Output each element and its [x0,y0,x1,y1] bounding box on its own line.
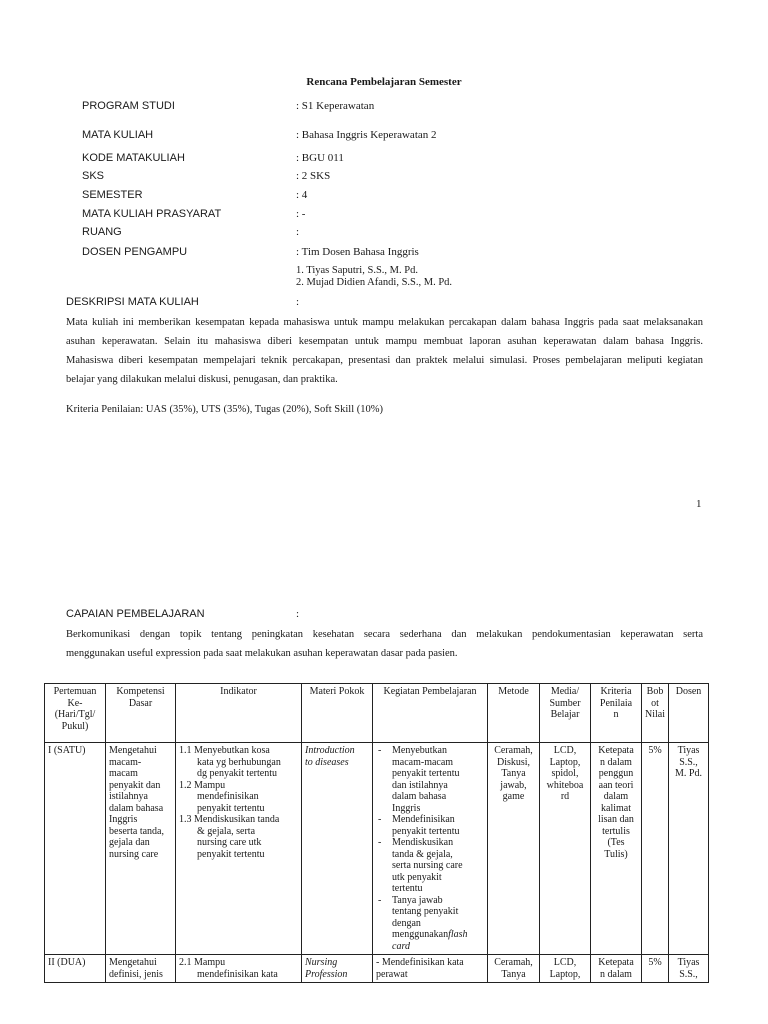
cell-text: Nursing [305,957,338,968]
cell-text: S.S., [679,756,698,768]
cell-lecturer [669,955,709,983]
meta-value-prerequisite: : - [296,208,306,220]
cell-text: Tiyas [677,745,700,756]
cell-indicators [176,743,302,955]
cell-text: Introduction [305,745,355,756]
cell-text: Tanya [501,768,526,779]
cell-text: penyakit tertentu [197,848,265,860]
header-text: Kegiatan Pembelajaran [383,686,477,697]
cell-text: dalam bahasa [392,791,447,802]
cell-text: tentang penyakit [392,906,459,917]
cell-text: 1.2 Mampu [179,779,226,791]
cell-text: - Menyebutkan [392,745,447,756]
outcomes-line: menggunakan useful expression pada saat melakukan asuhan keperawatan dasar pada pasien. [66,648,458,659]
cell-text: 1.1 Menyebutkan kosa [179,745,270,756]
cell-text: S.S., [679,968,698,980]
meta-value-code: : BGU 011 [296,152,344,164]
meta-label-code: KODE MATAKULIAH [82,152,185,164]
header-media [540,684,591,743]
cell-text: tertulis [602,825,630,837]
cell-text: II (DUA) [48,957,86,968]
header-text: Materi Pokok [309,686,365,697]
cell-method [488,955,540,983]
cell-media [540,743,591,955]
cell-text: dan istilahnya [392,779,448,791]
outcomes-line: Berkomunikasi dengan topik tentang peningkatan kesehatan secara sederhana dan melakukan pendokumentasian keperawatan serta [66,629,703,640]
cell-weight [642,955,669,983]
cell-text: & gejala, serta [197,825,256,837]
cell-text: Tanya [501,968,526,980]
header-text: Dasar [128,697,153,709]
header-lecturer [669,684,709,743]
cell-text: macam-macam [392,756,454,768]
cell-text: aan teori [598,779,634,791]
header-criteria [591,684,642,743]
cell-weight [642,743,669,955]
cell-text: kata yg berhubungan [197,756,281,768]
header-text: Pukul) [61,720,89,732]
cell-text: Tiyas [677,957,700,968]
cell-text: rd [560,791,570,802]
cell-text: penggun [598,768,634,779]
cell-activities [373,743,488,955]
header-indicator [176,684,302,743]
header-method [488,684,540,743]
outcomes-heading: CAPAIAN PEMBELAJARAN [66,608,205,620]
cell-topic [302,955,373,983]
cell-text: - Tanya jawab [392,894,443,906]
meta-value-lecturer: : Tim Dosen Bahasa Inggris [296,246,419,258]
cell-text: Ketepata [598,745,634,756]
description-line: Mahasiswa diberi kesempatan mempelajari teknik percakapan, presentasi dan praktek melalui simulasi. Proses pembelajaran meliputi kegiatan [66,355,703,366]
cell-lecturer [669,743,709,955]
meta-label-sks: SKS [82,170,105,182]
header-text: Metode [498,686,529,697]
cell-text: jawab, [500,779,527,791]
cell-text: serta nursing care [392,860,463,871]
cell-text: - Mendiskusikan [392,837,454,848]
cell-text: whiteboa [546,779,584,791]
meta-label-semester: SEMESTER [82,189,143,201]
description-line: belajar yang dilakukan melalui diskusi, penugasan, dan praktika. [66,374,338,385]
list-item [376,745,484,814]
header-text: ot [651,697,659,709]
header-text: Kriteria [600,686,632,697]
header-text: Pertemuan [53,686,97,697]
cell-text: 1.3 Mendiskusikan tanda [179,814,280,825]
description-colon: : [296,296,300,308]
meta-label-room: RUANG [82,226,122,238]
cell-indicators [176,955,302,983]
list-item [376,837,484,895]
description-heading: DESKRIPSI MATA KULIAH [66,296,199,308]
header-text: Media/ [550,686,580,697]
description-line: Mata kuliah ini memberikan kesempatan kepada mahasiswa untuk mampu melakukan percakapan dalam bahasa Inggris pada saat melaksanakan [66,317,703,328]
header-text: Ke- [67,697,83,709]
header-text: Kompetensi [116,686,165,697]
cell-text: Mengetahui [109,745,157,756]
cell-text: M. Pd. [675,768,702,779]
cell-text: - Mendefinisikan kata [376,957,464,968]
cell-text: macam [109,768,138,779]
cell-text: Tulis) [604,848,628,860]
header-competency [106,684,176,743]
cell-text: Mengetahui [109,957,157,968]
header-topic [302,684,373,743]
cell-text: lisan dan [598,814,634,825]
header-text: Belajar [550,709,580,720]
cell-text: perawat [376,968,408,980]
table-header-row [45,684,709,743]
meta-value-sks: : 2 SKS [296,170,331,182]
outcomes-paragraph [66,625,703,663]
meta-value-semester: : 4 [296,189,308,201]
description-paragraph [66,313,703,389]
cell-text: beserta tanda, [109,825,164,837]
cell-text: I (SATU) [48,745,86,756]
cell-text: nursing care utk [197,837,262,848]
document-title: Rencana Pembelajaran Semester [306,76,462,88]
table-row [45,955,709,983]
cell-text: kalimat [601,802,631,814]
rps-table [44,683,709,983]
meta-label-lecturer: DOSEN PENGAMPU [82,246,188,258]
cell-text: 2.1 Mampu [179,957,226,968]
cell-text: istilahnya [109,791,148,802]
meta-value-course: : Bahasa Inggris Keperawatan 2 [296,129,437,141]
table-row [45,743,709,955]
cell-text: penyakit dan [109,779,161,791]
cell-text: penyakit tertentu [392,825,460,837]
meta-value-room: : [296,226,300,238]
cell-text: spidol, [551,768,579,779]
cell-meeting [45,955,106,983]
meta-label-program: PROGRAM STUDI [82,100,175,112]
header-text: Indikator [220,686,257,697]
header-weight [642,684,669,743]
header-text: Sumber [549,697,581,709]
cell-competency [106,743,176,955]
cell-text: Laptop, [549,756,581,768]
cell-text: mendefinisikan kata [197,968,278,980]
cell-text: mendefinisikan [197,791,259,802]
cell-method [488,743,540,955]
cell-text: tanda & gejala, [392,848,453,860]
cell-text: penyakit tertentu [197,802,265,814]
cell-meeting [45,743,106,955]
cell-text: flash [448,929,468,940]
cell-topic [302,743,373,955]
cell-text: 5% [648,745,662,756]
cell-text: definisi, jenis [109,968,163,980]
header-text: n [613,709,619,720]
cell-text: utk penyakit [392,871,442,883]
header-activity [373,684,488,743]
description-line: asuhan keperawatan. Selain itu mahasiswa diberi kesempatan untuk mampu membuat laporan asuhan keperawatan dalam bahasa Inggris. [66,336,703,347]
assessment-criteria: Kriteria Penilaian: UAS (35%), UTS (35%), Tugas (20%), Soft Skill (10%) [66,404,384,415]
cell-text: dalam bahasa [109,802,164,814]
cell-text: tertentu [392,883,423,894]
cell-text: (Tes [607,837,625,848]
meta-label-course: MATA KULIAH [82,129,154,141]
cell-text: game [502,791,525,802]
cell-text: n dalam [600,756,632,768]
list-item [376,814,484,837]
cell-media [540,955,591,983]
header-text: Bob [646,686,664,697]
lecturer-1: 1. Tiyas Saputri, S.S., M. Pd. [296,265,418,276]
cell-activities [373,955,488,983]
cell-text: Ketepata [598,957,634,968]
outcomes-colon: : [296,608,300,620]
cell-text: penyakit tertentu [392,768,460,779]
header-text: Penilaia [599,697,633,709]
cell-text: LCD, [553,745,577,756]
cell-text: Diskusi, [496,756,531,768]
cell-text: gejala dan [109,837,150,848]
meta-label-prerequisite: MATA KULIAH PRASYARAT [82,208,222,220]
lecturer-2: 2. Mujad Didien Afandi, S.S., M. Pd. [296,277,453,288]
cell-text: dg penyakit tertentu [197,768,277,779]
cell-text: nursing care [109,848,159,860]
cell-text: dalam [603,791,629,802]
cell-text: Ceramah, [494,957,533,968]
cell-text: card [392,940,410,952]
cell-criteria [591,743,642,955]
header-meeting [45,684,106,743]
cell-text: 5% [648,957,662,968]
cell-text: to diseases [305,756,349,768]
cell-text: LCD, [553,957,577,968]
header-text: Nilai [645,709,665,720]
header-text: (Hari/Tgl/ [54,709,96,720]
cell-text: macam- [109,756,142,768]
activity-list [376,745,484,952]
cell-text: menggunakan [392,929,449,940]
cell-criteria [591,955,642,983]
list-item [376,895,484,953]
cell-text: dengan [392,917,421,929]
cell-competency [106,955,176,983]
cell-text: Inggris [392,802,421,814]
cell-text: n dalam [600,968,632,980]
cell-text: - Mendefinisikan [392,814,455,825]
cell-text: Profession [305,968,348,980]
cell-text: Ceramah, [494,745,533,756]
cell-text: Laptop, [549,968,581,980]
meta-value-program: : S1 Keperawatan [296,100,375,112]
cell-text: Inggris [109,814,138,825]
header-text: Dosen [675,686,702,697]
page-number: 1 [696,498,702,510]
